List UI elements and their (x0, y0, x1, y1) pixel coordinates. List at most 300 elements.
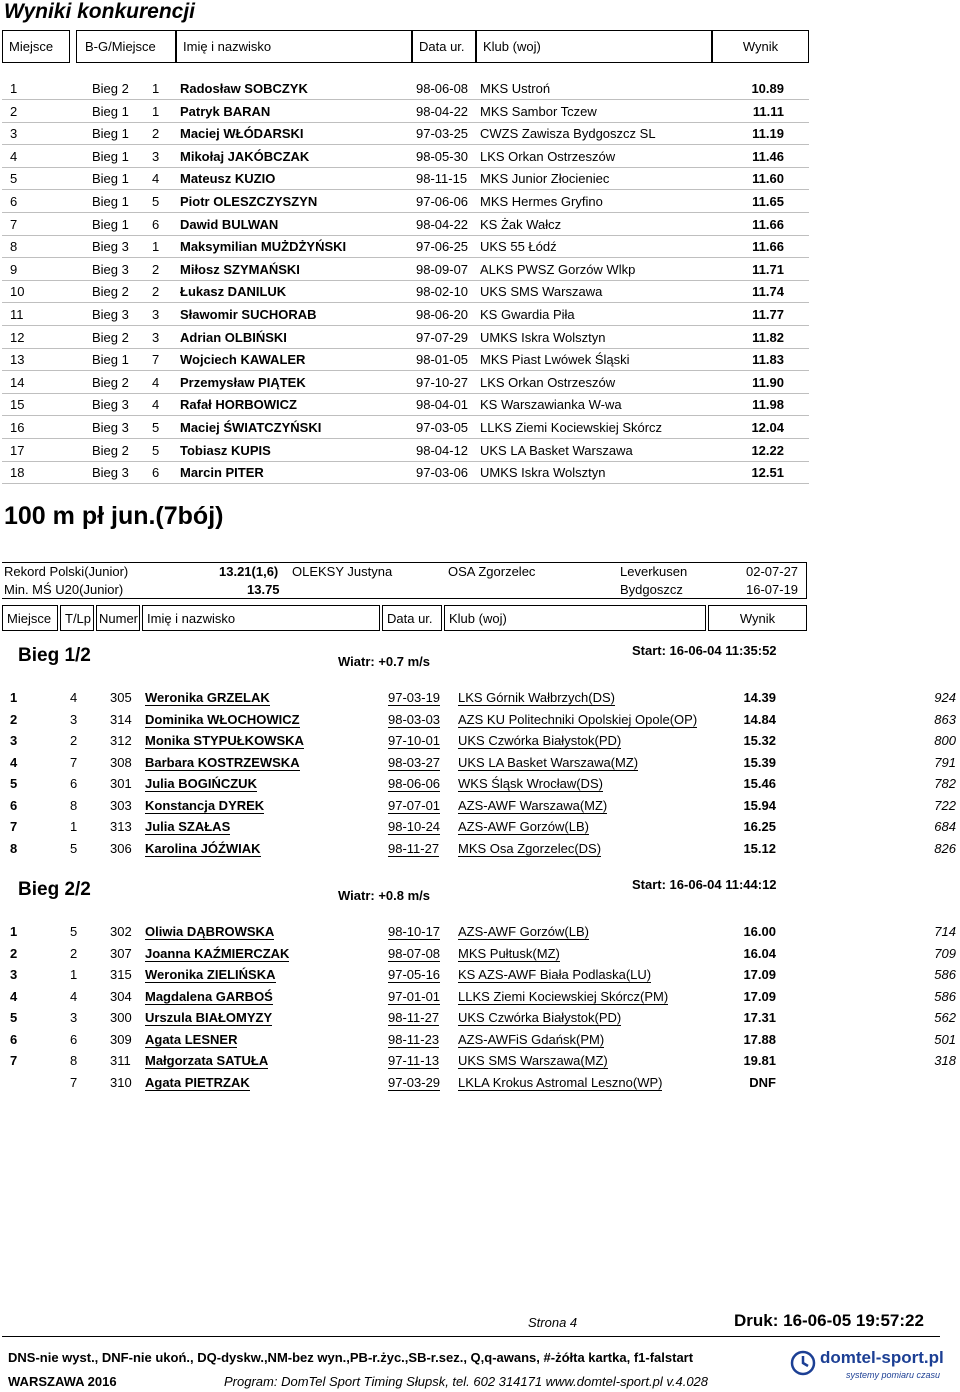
cell-result: DNF (749, 1074, 776, 1090)
cell-hp: 3 (152, 329, 160, 345)
cell-result: 11.77 (752, 307, 784, 322)
cell-club: UMKS Iskra Wolsztyn (480, 329, 606, 345)
print-timestamp: Druk: 16-06-05 19:57:22 (734, 1311, 924, 1330)
cell-club: LKS Orkan Ostrzeszów (480, 374, 616, 390)
cell-club: KS Gwardia Piła (480, 307, 575, 322)
cell-lane: 2 (70, 945, 78, 961)
cell-heat: Bieg 1 (92, 194, 129, 209)
cell-points: 791 (934, 754, 956, 770)
cell-bib: 306 (110, 840, 132, 856)
cell-result: 15.46 (743, 776, 776, 791)
table-row (2, 168, 809, 190)
cell-hp: 1 (152, 81, 160, 96)
heat-header-lane: T/Lp (60, 605, 94, 631)
cell-bib: 312 (110, 733, 132, 748)
cell-club: LKS Górnik Wałbrzych(DS) (458, 690, 615, 705)
cell-lane: 5 (70, 924, 78, 939)
cell-dob: 97-07-29 (416, 329, 469, 345)
cell-club: KS Żak Wałcz (480, 216, 562, 232)
cell-heat: Bieg 2 (92, 284, 129, 300)
footer-program: Program: DomTel Sport Timing Słupsk, tel. 602 314171 www.domtel-sport.pl v.4.028 (224, 1374, 709, 1389)
heat-header-dob: Data ur. (382, 605, 442, 631)
cell-dob: 98-06-08 (416, 81, 469, 96)
cell-place: 5 (10, 171, 18, 187)
cell-bib: 300 (110, 1010, 132, 1025)
cell-result: 11.83 (752, 352, 784, 368)
table-row (2, 327, 809, 349)
cell-place: 2 (10, 103, 18, 119)
cell-place: 6 (10, 194, 18, 209)
record-club: OSA Zgorzelec (448, 564, 536, 579)
record-place: Bydgoszcz (620, 582, 683, 597)
cell-points: 800 (934, 733, 956, 748)
cell-dob: 98-05-30 (416, 148, 469, 164)
header-heat-place: B-G/Miejsce (76, 30, 176, 63)
cell-place: 1 (10, 81, 18, 96)
cell-dob: 97-06-06 (416, 194, 469, 209)
cell-lane: 3 (70, 1010, 78, 1025)
cell-dob: 98-04-22 (416, 216, 469, 232)
table-row (2, 394, 809, 416)
cell-dob: 98-03-03 (388, 711, 441, 727)
cell-heat: Bieg 3 (92, 420, 129, 435)
table-row (2, 214, 809, 236)
cell-result: 15.39 (743, 754, 776, 770)
cell-bib: 308 (110, 754, 132, 770)
table-row (2, 191, 809, 213)
cell-heat: Bieg 2 (92, 442, 129, 458)
table-row (2, 440, 809, 462)
cell-hp: 5 (152, 194, 160, 209)
cell-points: 924 (934, 690, 956, 705)
cell-lane: 1 (70, 967, 78, 982)
table-row (2, 304, 809, 326)
cell-dob: 98-07-08 (388, 945, 441, 961)
cell-result: 11.66 (752, 216, 784, 232)
table-row (2, 101, 809, 123)
cell-hp: 6 (152, 465, 160, 481)
heat-header-place: Miejsce (2, 605, 58, 631)
heat-header-result: Wynik (708, 605, 807, 631)
heat-start: Start: 16-06-04 11:44:12 (632, 877, 777, 892)
cell-result: 12.04 (751, 420, 784, 435)
cell-hp: 1 (152, 103, 160, 119)
cell-place: 11 (10, 307, 24, 322)
header-place: Miejsce (2, 30, 70, 63)
cell-name: Marcin PITER (180, 465, 264, 481)
cell-name: Urszula BIAŁOMYZY (145, 1010, 273, 1025)
heat-row (2, 773, 960, 795)
cell-result: 16.25 (743, 819, 776, 834)
table-row (2, 462, 809, 484)
cell-dob: 97-07-01 (388, 797, 441, 813)
heat-header-bib: Numer (96, 605, 140, 631)
table-row (2, 281, 809, 303)
cell-place: 7 (10, 819, 18, 834)
heat-wind: Wiatr: +0.7 m/s (338, 654, 431, 669)
cell-lane: 4 (70, 988, 78, 1004)
logo-text: domtel-sport.pl (820, 1348, 944, 1367)
cell-name: Przemysław PIĄTEK (180, 374, 306, 390)
cell-name: Dominika WŁOCHOWICZ (145, 711, 300, 727)
cell-dob: 97-01-01 (388, 988, 441, 1004)
cell-place: 12 (10, 329, 25, 345)
cell-name: Konstancja DYREK (145, 797, 265, 813)
cell-hp: 4 (152, 171, 160, 187)
table-row (2, 417, 809, 439)
cell-bib: 315 (110, 967, 132, 982)
cell-dob: 97-03-25 (416, 126, 469, 142)
heat-row (2, 986, 960, 1008)
record-holder: OLEKSY Justyna (292, 564, 393, 579)
cell-bib: 313 (110, 819, 132, 834)
cell-result: 17.88 (743, 1031, 776, 1047)
cell-name: Mateusz KUZIO (180, 171, 276, 187)
cell-dob: 98-03-27 (388, 754, 441, 770)
cell-points: 562 (934, 1010, 956, 1025)
cell-place: 1 (10, 690, 18, 705)
cell-lane: 7 (70, 1074, 78, 1090)
heat-row (2, 1029, 960, 1051)
cell-lane: 7 (70, 754, 78, 770)
cell-lane: 8 (70, 1053, 78, 1068)
table-row (2, 123, 809, 145)
cell-name: Miłosz SZYMAŃSKI (180, 261, 300, 277)
cell-place: 15 (10, 397, 25, 413)
cell-club: MKS Ustroń (480, 81, 551, 96)
cell-name: Julia SZAŁAS (145, 819, 231, 834)
cell-name: Agata LESNER (145, 1031, 238, 1047)
cell-name: Weronika GRZELAK (145, 690, 270, 705)
cell-result: 17.09 (743, 988, 776, 1004)
cell-name: Weronika ZIELIŃSKA (145, 967, 276, 982)
heat-row (2, 1050, 960, 1072)
record-value: 13.21(1,6) (219, 564, 279, 579)
cell-dob: 98-06-06 (388, 776, 441, 791)
cell-hp: 5 (152, 442, 160, 458)
record-label: Min. MŚ U20(Junior) (4, 582, 124, 597)
heat-header (2, 605, 807, 631)
cell-place: 14 (10, 374, 25, 390)
cell-club: UKS 55 Łódź (480, 239, 557, 255)
cell-points: 501 (934, 1031, 956, 1047)
cell-place: 4 (10, 988, 18, 1004)
cell-points: 826 (934, 840, 956, 856)
heat-row (2, 964, 960, 986)
logo-subtitle: systemy pomiaru czasu (846, 1370, 941, 1380)
cell-place: 3 (10, 967, 18, 982)
cell-dob: 98-11-23 (388, 1031, 440, 1047)
cell-heat: Bieg 1 (92, 103, 129, 119)
cell-club: UKS Czwórka Białystok(PD) (458, 1010, 622, 1025)
cell-points: 684 (934, 819, 956, 834)
cell-result: 19.81 (743, 1053, 776, 1068)
heat-row (2, 709, 960, 731)
cell-club: UKS Czwórka Białystok(PD) (458, 733, 622, 748)
cell-heat: Bieg 1 (92, 171, 129, 187)
cell-place: 1 (10, 924, 18, 939)
cell-lane: 6 (70, 1031, 78, 1047)
cell-dob: 97-03-19 (388, 690, 441, 705)
cell-club: UMKS Iskra Wolsztyn (480, 465, 606, 481)
cell-place: 13 (10, 352, 25, 368)
cell-heat: Bieg 1 (92, 352, 129, 368)
cell-result: 11.71 (752, 261, 784, 277)
cell-club: UKS SMS Warszawa(MZ) (458, 1053, 608, 1068)
cell-result: 17.09 (743, 967, 776, 982)
cell-lane: 1 (70, 819, 78, 834)
heat-row (2, 687, 960, 709)
cell-place: 6 (10, 797, 18, 813)
cell-dob: 98-10-24 (388, 819, 441, 834)
record-date: 02-07-27 (746, 564, 799, 579)
cell-lane: 2 (70, 733, 78, 748)
cell-place: 10 (10, 284, 25, 300)
domtel-logo (790, 1348, 944, 1388)
cell-result: 17.31 (743, 1010, 776, 1025)
header-name: Imię i nazwisko (176, 30, 412, 63)
cell-club: MKS Osa Zgorzelec(DS) (458, 840, 602, 856)
record-date: 16-07-19 (746, 582, 799, 597)
cell-name: Barbara KOSTRZEWSKA (145, 754, 300, 770)
cell-name: Agata PIETRZAK (145, 1074, 250, 1090)
cell-heat: Bieg 1 (92, 216, 129, 232)
cell-result: 11.98 (752, 397, 784, 413)
record-line (2, 563, 807, 581)
cell-result: 16.04 (743, 945, 776, 961)
cell-dob: 98-02-10 (416, 284, 469, 300)
cell-heat: Bieg 3 (92, 397, 129, 413)
table-row (2, 372, 809, 394)
cell-dob: 97-05-16 (388, 967, 441, 982)
cell-bib: 305 (110, 690, 132, 705)
cell-dob: 98-04-12 (416, 442, 469, 458)
cell-bib: 302 (110, 924, 132, 939)
cell-club: MKS Piast Lwówek Śląski (480, 352, 630, 368)
footer-legend: DNS-nie wyst., DNF-nie ukoń., DQ-dyskw.,NM-bez wyn.,PB-r.życ.,SB-r.sez., Q,q-awans, #-żółta kartka, f1-falstart (8, 1350, 694, 1365)
heat-row (2, 921, 960, 943)
cell-result: 11.74 (752, 284, 784, 300)
heat-row (2, 752, 960, 774)
cell-name: Monika STYPUŁKOWSKA (145, 733, 304, 748)
cell-club: AZS-AWF Warszawa(MZ) (458, 797, 608, 813)
cell-place: 7 (10, 1053, 18, 1068)
cell-club: KS AZS-AWF Biała Podlaska(LU) (458, 967, 652, 982)
cell-result: 15.32 (743, 733, 776, 748)
heat-title: Bieg 1/2 (18, 645, 91, 666)
cell-result: 11.65 (752, 194, 784, 209)
cell-points: 714 (934, 924, 956, 939)
cell-bib: 301 (110, 776, 132, 791)
clock-icon (790, 1350, 816, 1376)
cell-dob: 98-04-01 (416, 397, 469, 413)
cell-name: Maciej WŁÓDARSKI (180, 126, 304, 142)
cell-heat: Bieg 2 (92, 329, 129, 345)
cell-club: MKS Pułtusk(MZ) (458, 945, 560, 961)
heat-row (2, 943, 960, 965)
cell-dob: 97-06-25 (416, 239, 469, 255)
cell-place: 8 (10, 239, 18, 255)
cell-hp: 3 (152, 148, 160, 164)
cell-result: 11.60 (752, 171, 784, 187)
cell-lane: 8 (70, 797, 78, 813)
cell-hp: 2 (152, 284, 160, 300)
cell-hp: 2 (152, 126, 160, 142)
cell-hp: 1 (152, 239, 160, 255)
cell-place: 17 (10, 442, 25, 458)
table-row (2, 146, 809, 168)
cell-name: Maksymilian MUŻDŻYŃSKI (180, 239, 347, 255)
cell-club: LLKS Ziemi Kociewskiej Skórcz (480, 420, 663, 435)
cell-club: AZS-AWFiS Gdańsk(PM) (458, 1031, 605, 1047)
cell-points: 586 (934, 988, 956, 1004)
record-value: 13.75 (247, 582, 280, 597)
cell-bib: 307 (110, 945, 132, 961)
cell-heat: Bieg 2 (92, 81, 129, 96)
cell-result: 14.39 (743, 690, 776, 705)
cell-result: 11.90 (752, 374, 784, 390)
cell-result: 15.12 (743, 840, 776, 856)
cell-points: 709 (934, 945, 956, 961)
cell-dob: 97-10-27 (416, 374, 469, 390)
cell-hp: 5 (152, 420, 160, 435)
cell-heat: Bieg 3 (92, 261, 129, 277)
record-label: Rekord Polski(Junior) (4, 564, 129, 579)
cell-points: 586 (934, 967, 956, 982)
cell-result: 15.94 (743, 797, 776, 813)
cell-place: 3 (10, 733, 18, 748)
cell-name: Sławomir SUCHORAB (180, 307, 317, 322)
heat-row (2, 1072, 960, 1094)
cell-place: 7 (10, 216, 18, 232)
cell-place: 8 (10, 840, 18, 856)
cell-points: 782 (934, 776, 956, 791)
cell-name: Karolina JÓŹWIAK (145, 840, 261, 856)
record-place: Leverkusen (620, 564, 688, 579)
cell-lane: 3 (70, 711, 78, 727)
cell-place: 4 (10, 148, 18, 164)
cell-hp: 4 (152, 374, 160, 390)
cell-name: Rafał HORBOWICZ (180, 397, 297, 413)
footer-divider (2, 1336, 940, 1337)
cell-result: 14.84 (743, 711, 776, 727)
header-result: Wynik (712, 30, 809, 63)
cell-name: Wojciech KAWALER (180, 352, 306, 368)
cell-dob: 98-11-15 (416, 171, 468, 187)
heat-row (2, 838, 960, 860)
cell-dob: 97-03-06 (416, 465, 469, 481)
cell-club: MKS Junior Złocieniec (480, 171, 610, 187)
cell-name: Mikołaj JAKÓBCZAK (180, 148, 310, 164)
cell-lane: 6 (70, 776, 78, 791)
cell-bib: 303 (110, 797, 132, 813)
cell-name: Radosław SOBCZYK (180, 81, 308, 96)
cell-name: Małgorzata SATUŁA (145, 1053, 269, 1068)
cell-place: 2 (10, 711, 18, 727)
cell-place: 6 (10, 1031, 18, 1047)
event-title: 100 m pł jun.(7bój) (4, 502, 224, 530)
cell-heat: Bieg 3 (92, 239, 129, 255)
header-dob: Data ur. (412, 30, 476, 63)
cell-result: 12.51 (751, 465, 784, 481)
cell-name: Łukasz DANILUK (180, 284, 287, 300)
cell-result: 12.22 (751, 442, 784, 458)
cell-heat: Bieg 3 (92, 465, 129, 481)
cell-dob: 98-10-17 (388, 924, 441, 939)
heat-title: Bieg 2/2 (18, 879, 91, 900)
cell-dob: 98-04-22 (416, 103, 469, 119)
cell-club: AZS KU Politechniki Opolskiej Opole(OP) (458, 711, 698, 727)
cell-name: Dawid BULWAN (180, 216, 279, 232)
cell-heat: Bieg 1 (92, 148, 129, 164)
cell-bib: 304 (110, 988, 132, 1004)
cell-dob: 98-01-05 (416, 352, 469, 368)
cell-dob: 98-06-20 (416, 307, 469, 322)
cell-result: 11.46 (752, 148, 784, 164)
cell-dob: 97-10-01 (388, 733, 441, 748)
cell-club: LKS Orkan Ostrzeszów (480, 148, 616, 164)
cell-bib: 314 (110, 711, 132, 727)
heat-header-club: Klub (woj) (444, 605, 706, 631)
cell-club: KS Warszawianka W-wa (480, 397, 622, 413)
heat-row (2, 816, 960, 838)
heat-wind: Wiatr: +0.8 m/s (338, 888, 431, 903)
heat-row (2, 795, 960, 817)
cell-hp: 2 (152, 261, 160, 277)
cell-result: 11.82 (752, 329, 784, 345)
cell-club: CWZS Zawisza Bydgoszcz SL (480, 126, 656, 142)
cell-lane: 5 (70, 840, 78, 856)
cell-result: 11.19 (752, 126, 784, 142)
cell-dob: 98-11-27 (388, 840, 440, 856)
cell-place: 5 (10, 1010, 18, 1025)
cell-points: 318 (934, 1053, 956, 1068)
cell-club: UKS LA Basket Warszawa (480, 442, 633, 458)
cell-place: 18 (10, 465, 25, 481)
cell-dob: 97-03-05 (416, 420, 469, 435)
footer-city: WARSZAWA 2016 (8, 1374, 117, 1389)
table-row (2, 236, 809, 258)
cell-club: LKLA Krokus Astromal Leszno(WP) (458, 1074, 663, 1090)
cell-result: 11.11 (752, 103, 784, 119)
cell-hp: 6 (152, 216, 160, 232)
cell-place: 4 (10, 754, 18, 770)
cell-place: 5 (10, 776, 18, 791)
cell-result: 10.89 (751, 81, 784, 96)
cell-place: 2 (10, 945, 18, 961)
header-club: Klub (woj) (476, 30, 712, 63)
cell-place: 9 (10, 261, 18, 277)
table-row (2, 349, 809, 371)
cell-bib: 309 (110, 1031, 132, 1047)
table-row (2, 78, 809, 100)
cell-club: MKS Hermes Gryfino (480, 194, 603, 209)
results-header (2, 30, 809, 63)
cell-heat: Bieg 1 (92, 126, 129, 142)
cell-lane: 4 (70, 690, 78, 705)
cell-name: Joanna KAŹMIERCZAK (145, 945, 290, 961)
cell-hp: 4 (152, 397, 160, 413)
cell-club: MKS Sambor Tczew (480, 103, 597, 119)
cell-result: 11.66 (752, 239, 784, 255)
cell-club: AZS-AWF Gorzów(LB) (458, 924, 589, 939)
cell-club: UKS SMS Warszawa (480, 284, 603, 300)
heat-header-name: Imię i nazwisko (142, 605, 380, 631)
cell-dob: 98-11-27 (388, 1010, 440, 1025)
table-row (2, 259, 809, 281)
cell-name: Piotr OLESZCZYSZYN (180, 194, 318, 209)
cell-heat: Bieg 2 (92, 374, 129, 390)
